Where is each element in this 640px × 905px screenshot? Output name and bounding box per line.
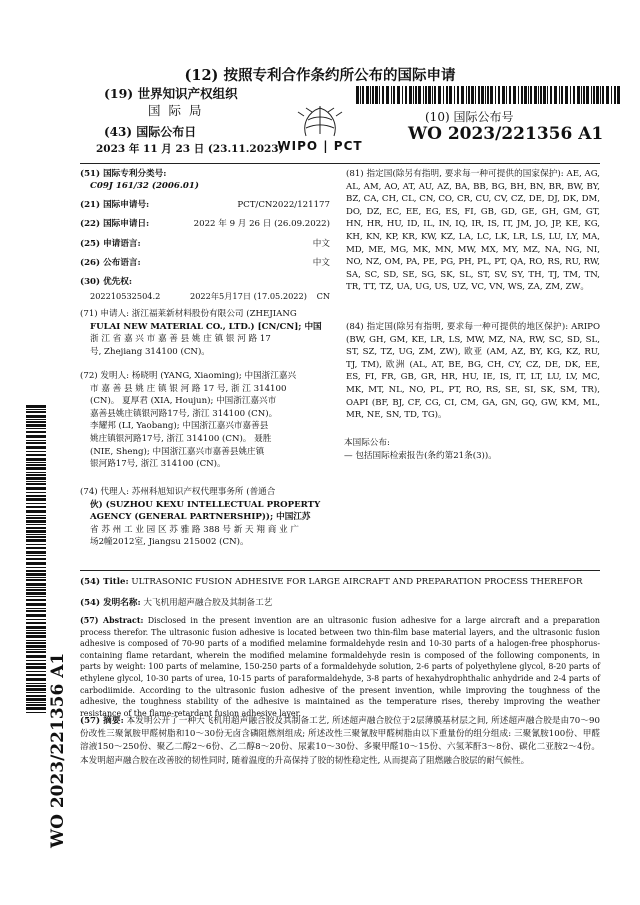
agent-block [80, 486, 332, 549]
pub-number-label: (10) 国际公布号 [425, 110, 514, 124]
barcode-icon [356, 86, 624, 104]
wipo-logo-text: WIPO | PCT [277, 139, 363, 153]
bibliographic-divider [80, 570, 600, 571]
header-divider [80, 163, 600, 164]
published-label: 本国际公布: [344, 438, 390, 448]
applicant-block [80, 308, 332, 358]
designated-states-national: (81) 指定国(除另有指明, 要求每一种可提供的国家保护): AE, AG, AL, AM, AO, AT, AU, AZ, BA, BB, BG, BH, BN, BR, BW, BY, BZ, CA, CH, CL, CN, CO, CR, CU, CV, CZ, DE, DJ, DK, DM, DO, DZ, EC, EE, EG, ES, FI, GB, GD, GE, GH, GM, GT, HN, HR, HU, ID, IL, IN, IQ, IR, IS, IT, JM, JO, JP, KE, KG, KH, KN, KP, KR, KW, KZ, LA, LC, LK, LR, LS, LU, LY, MA, MD, ME, MG, MK, MN, MW, MX, MY, MZ, NA, NG, NI, NO, NZ, OM, PA, PE, PG, PH, PL, PT, QA, RO, RS, RU, RW, SA, SC, SD, SE, SG, SK, SL, ST, SV, SY, TH, TJ, TM, TN, TR, TT, TZ, UA, UG, US, UZ, VC, VN, WS, ZA, ZM, ZW。 [346, 169, 600, 293]
title-english: ULTRASONIC FUSION ADHESIVE FOR LARGE AIRCRAFT AND PREPARATION PROCESS THEREFOR [131, 577, 583, 587]
ipc-label: (51) 国际专利分类号: [80, 169, 167, 179]
inventor-line: (72) 发明人: 杨晓明 (YANG, Xiaoming); 中国浙江嘉兴 [80, 371, 297, 381]
agent-line: 场2幢2012室, Jiangsu 215002 (CN)。 [90, 537, 249, 548]
abstract-english-text: Disclosed in the present invention are an ultrasonic fusion adhesive for a large aircraft and a preparation process therefor. The ultrasonic fusion adhesive is located between two thin-film base material layers, and the ultrasonic fusion adhesive is composed of 70-90 parts of a modified melamine formaldehyde resin and 10-30 parts of a halogen-free phosphorus-containing flame retardant, wherein the modified melamine formaldehyde resin is composed of the following components, in parts by weight: 100 parts of melamine, 150-250 parts of a formaldehyde solution, 2-6 parts of polyethylene glycol, 8-20 parts of ethylene glycol, 10-30 parts of urea, 10-15 parts of paraformaldehyde, 3-8 parts of hexahydrophthalic anhydride and 2-4 parts of carbodiimide. According to the ultrasonic fusion adhesive of the present invention, while improving the toughness of the adhesive, the toughness stability of the adhesive is maintained as the temperature rises, thereby improving the weather resistance of the flame-retardant fusion adhesive layer. [80, 616, 601, 718]
priority-country: CN [316, 291, 330, 301]
title-chinese-label: (54) 发明名称: [80, 598, 141, 608]
filing-language: 中文 [312, 239, 330, 249]
application-number-row [80, 199, 330, 212]
inventor-line: 李耀邦 (LI, Yaobang); 中国浙江嘉兴市嘉善县 [90, 421, 269, 432]
priority-label: (30) 优先权: [80, 277, 133, 287]
title-chinese: 大飞机用超声融合胶及其制备工艺 [143, 598, 273, 608]
priority-date: 2022年5月17日 (17.05.2022) [190, 291, 307, 301]
document-title: (12) 按照专利合作条约所公布的国际申请 [184, 67, 456, 84]
published-item: — 包括国际检索报告(条约第21条(3))。 [344, 451, 497, 461]
agent-line: 伙) (SUZHOU KEXU INTELLECTUAL PROPERTY [90, 499, 321, 510]
agent-line: 省 苏 州 工 业 园 区 苏 雅 路 388 号 新 天 翔 商 业 广 [90, 524, 299, 535]
publication-language-row [80, 257, 330, 270]
priority-number: 202210532504.2 [90, 291, 161, 301]
agent-line: (74) 代理人: 苏州科旭知识产权代理事务所 (普通合 [80, 487, 276, 497]
applicant-line: FULAI NEW MATERIAL CO., LTD.) [CN/CN]; 中国 [90, 321, 322, 332]
abstract-english [80, 615, 601, 718]
abstract-chinese-text: 本发明公开了一种大飞机用超声融合胶及其制备工艺, 所述超声融合胶位于2层薄膜基材层之间, 所述超声融合胶是由70～90份改性三聚氰胺甲醛树脂和10～30份无卤含磷阻燃剂组成; 所述改性三聚氰胺甲醛树脂由以下重量份的组分组成: 三聚氰胺100份、甲醛溶液150～250份、聚乙二醇2～6份、乙二醇8～20份、尿素10～30份、多聚甲醛10～15份、六氢苯酐3～8份、碳化二亚胺2～4份。本发明超声融合胶在改善胶的韧性同时, 随着温度的升高保持了胶的韧性稳定性, 从而提高了阻燃融合胶层的耐气候性。 [80, 716, 600, 766]
filing-language-row [80, 238, 330, 251]
inventor-line: 姚庄镇银河路17号, 浙江 314100 (CN)。 聂胜 [90, 433, 272, 444]
pub-number: WO 2023/221356 A1 [408, 124, 604, 144]
abstract-chinese-label: (57) 摘要: [80, 716, 124, 726]
org-name: (19) 世界知识产权组织 [104, 86, 238, 101]
application-number: PCT/CN2022/121177 [237, 200, 330, 210]
publication-language: 中文 [312, 258, 330, 268]
ipc-value: C09J 161/32 (2006.01) [90, 181, 199, 191]
side-pub-number: WO 2023/221356 A1 [48, 652, 68, 848]
inventor-line: 市 嘉 善 县 姚 庄 镇 银 河 路 17 号, 浙 江 314100 [90, 383, 287, 394]
publication-language-label: (26) 公布语言: [80, 258, 141, 268]
wipo-logo [270, 102, 370, 152]
abstract-chinese [80, 715, 600, 771]
inventor-line: (NIE, Sheng); 中国浙江嘉兴市嘉善县姚庄镇 [90, 446, 265, 457]
inventor-line: 嘉善县姚庄镇银河路17号, 浙江 314100 (CN)。 [90, 408, 278, 419]
applicant-line: (71) 申请人: 浙江福莱新材料股份有限公司 (ZHEJIANG [80, 309, 297, 319]
filing-date: 2022 年 9 月 26 日 (26.09.2022) [193, 219, 330, 229]
inventor-block [80, 370, 332, 471]
filing-language-label: (25) 申请语言: [80, 239, 141, 249]
inventor-line: 银河路17号, 浙江 314100 (CN)。 [90, 459, 226, 470]
filing-date-label: (22) 国际申请日: [80, 219, 150, 229]
title-english-label: (54) Title: [80, 577, 129, 587]
applicant-line: 浙 江 省 嘉 兴 市 嘉 善 县 姚 庄 镇 银 河 路 17 [90, 334, 271, 345]
inventor-line: (CN)。 夏厚君 (XIA, Houjun); 中国浙江嘉兴市 [90, 396, 277, 407]
applicant-line: 号, Zhejiang 314100 (CN)。 [90, 346, 210, 357]
title-chinese-row [80, 597, 600, 610]
abstract-english-label: (57) Abstract: [80, 616, 144, 625]
side-barcode-icon [26, 405, 46, 717]
pub-date: 2023 年 11 月 23 日 (23.11.2023) [96, 143, 284, 155]
filing-date-row [80, 218, 330, 231]
agent-line: AGENCY (GENERAL PARTNERSHIP)); 中国江苏 [90, 512, 311, 523]
title-english-row [80, 576, 600, 589]
org-bureau: 国 际 局 [148, 103, 204, 118]
pub-date-label: (43) 国际公布日 [104, 125, 197, 139]
designated-states-regional: (84) 指定国(除另有指明, 要求每一种可提供的地区保护): ARIPO (BW, GH, GM, KE, LR, LS, MW, MZ, NA, RW, SC, SD, SL, ST, SZ, TZ, UG, ZM, ZW), 欧亚 (AM, AZ, BY, KG, KZ, RU, TJ, TM), 欧洲 (AL, AT, BE, BG, CH, CY, CZ, DE, DK, EE, ES, FI, FR, GB, GR, HR, HU, IE, IS, IT, LT, LU, LV, MC, MK, MT, NL, NO, PL, PT, RO, RS, SE, SI, SK, SM, TR), OAPI (BF, BJ, CF, CG, CI, CM, GA, GN, GQ, GW, KM, ML, MR, NE, SN, TD, TG)。 [346, 322, 600, 421]
application-number-label: (21) 国际申请号: [80, 200, 150, 210]
